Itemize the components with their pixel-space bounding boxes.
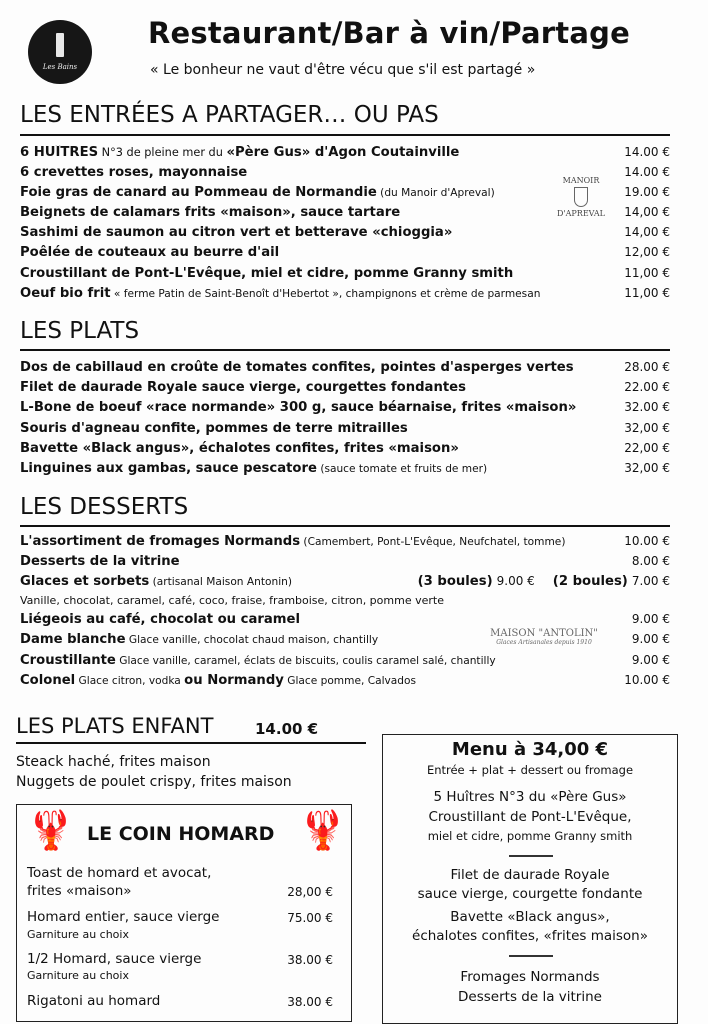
price: 32,00 € [624, 461, 670, 475]
menu-line: Croustillant de Pont-L'Evêque, [428, 809, 632, 825]
lobster-icon: 🦞 [299, 808, 347, 852]
price: 11,00 € [624, 286, 670, 300]
kids-item: Nuggets de poulet crispy, frites maison [16, 774, 292, 790]
price: 14,00 € [624, 225, 670, 239]
menu-item: 6 HUÎTRES N°3 de pleine mer du «Père Gus» d'Agon Coutainville 14.00 € [20, 145, 670, 160]
logo [28, 20, 92, 84]
price: 7.00 € [631, 574, 670, 588]
homard-box [16, 804, 352, 1022]
menu-item-glaces: Glaces et sorbets (artisanal Maison Antonin) (3 boules) 9.00 € (2 boules) 7.00 € [20, 574, 670, 589]
menu-item: Dos de cabillaud en croûte de tomates confites, pointes d'asperges vertes 28.00 € [20, 360, 670, 375]
menu-line: miel et cidre, pomme Granny smith [427, 829, 633, 843]
price: 38.00 € [287, 995, 333, 1009]
menu-line: sauce vierge, courgette fondante [417, 886, 643, 902]
divider [20, 349, 670, 351]
page-subtitle: « Le bonheur ne vaut d'être vécu que s'il est partagé » [150, 62, 536, 78]
menu-item: Linguines aux gambas, sauce pescatore (sauce tomate et fruits de mer) 32,00 € [20, 461, 670, 476]
menu-item: L-Bone de boeuf «race normande» 300 g, sauce béarnaise, frites «maison» 32.00 € [20, 400, 670, 415]
menu-item: Beignets de calamars frits «maison», sauce tartare 14,00 € [20, 205, 670, 220]
kids-item: Steack haché, frites maison [16, 754, 211, 770]
tower-icon [56, 33, 64, 57]
menu-item: Foie gras de canard au Pommeau de Normandie (du Manoir d'Apreval) 19.00 € [20, 185, 670, 200]
homard-item-name: Homard entier, sauce vierge [27, 909, 220, 925]
separator [509, 955, 553, 957]
price: 75.00 € [287, 911, 333, 925]
menu-item: Liégeois au café, chocolat ou caramel 9.00 € [20, 612, 670, 627]
price: 14.00 € [624, 145, 670, 159]
homard-item-name: Rigatoni au homard [27, 993, 161, 1009]
price: 12,00 € [624, 245, 670, 259]
menu-line: 5 Huîtres N°3 du «Père Gus» [433, 789, 627, 805]
menu-item: Dame blanche Glace vanille, chocolat chaud maison, chantilly 9.00 € [20, 632, 670, 647]
menu-item: 6 crevettes roses, mayonnaise 14.00 € [20, 165, 670, 180]
menu-item: Sashimi de saumon au citron vert et betterave «chioggia» 14,00 € [20, 225, 670, 240]
homard-item-name: 1/2 Homard, sauce vierge [27, 951, 202, 967]
menu-line: Filet de daurade Royale [450, 867, 610, 883]
menu-line: Desserts de la vitrine [458, 989, 602, 1005]
price: 10.00 € [624, 534, 670, 548]
menu-title: Menu à 34,00 € [451, 739, 609, 760]
price: 8.00 € [631, 554, 670, 568]
divider [16, 742, 366, 744]
section-title-desserts: LES DESSERTS [20, 494, 189, 520]
section-title-homard: LE COIN HOMARD [87, 823, 275, 845]
menu-line: Bavette «Black angus», [450, 909, 610, 925]
price: 28.00 € [624, 360, 670, 374]
price: 10.00 € [624, 673, 670, 687]
section-title-entrees: LES ENTRÉES A PARTAGER… OU PAS [20, 102, 439, 128]
menu-item: Filet de daurade Royale sauce vierge, courgettes fondantes 22.00 € [20, 380, 670, 395]
manoir-apreval-logo: MANOIR D'APREVAL [557, 176, 605, 218]
menu-box [382, 734, 678, 1024]
price: 9.00 € [631, 612, 670, 626]
section-title-kids: LES PLATS ENFANT [16, 714, 214, 738]
price: 28,00 € [287, 885, 333, 899]
menu-item: Bavette «Black angus», échalotes confites, frites «maison» 22,00 € [20, 441, 670, 456]
menu-item: L'assortiment de fromages Normands (Camembert, Pont-L'Evêque, Neufchatel, tomme) 10.00 € [20, 534, 670, 549]
menu-line: échalotes confites, «frites maison» [412, 928, 648, 944]
menu-item: Oeuf bio frit « ferme Patin de Saint-Benoît d'Hebertot », champignons et crème de parmesan 11,00 € [20, 286, 670, 301]
menu-item: Croustillante Glace vanille, caramel, éclats de biscuits, coulis caramel salé, chantilly 9.00 € [20, 653, 670, 668]
crest-icon [574, 187, 588, 207]
divider [20, 134, 670, 136]
page-title: Restaurant/Bar à vin/Partage [148, 16, 630, 50]
price: 19.00 € [624, 185, 670, 199]
price: 32,00 € [624, 421, 670, 435]
separator [509, 855, 553, 857]
price: 14,00 € [624, 205, 670, 219]
price: 9.00 € [631, 632, 670, 646]
price: 11,00 € [624, 266, 670, 280]
kids-price: 14.00 € [255, 720, 319, 738]
maison-antolin-logo: MAISON "ANTOLIN" Glaces Artisanales depuis 1910 [490, 628, 598, 646]
homard-item-sub: Garniture au choix [27, 969, 129, 982]
price: 22,00 € [624, 441, 670, 455]
price: 22.00 € [624, 380, 670, 394]
homard-item-sub: Garniture au choix [27, 928, 129, 941]
glaces-flavors: Vanille, chocolat, caramel, café, coco, fraise, framboise, citron, pomme verte [20, 594, 444, 607]
menu-subtitle: Entrée + plat + dessert ou fromage [426, 763, 634, 777]
menu-item: Poêlée de couteaux au beurre d'ail 12,00 € [20, 245, 670, 260]
price: 14.00 € [624, 165, 670, 179]
price: 9.00 € [631, 653, 670, 667]
menu-item: Croustillant de Pont-L'Evêque, miel et cidre, pomme Granny smith 11,00 € [20, 266, 670, 281]
menu-item: Desserts de la vitrine 8.00 € [20, 554, 670, 569]
menu-item: Colonel Glace citron, vodka ou Normandy Glace pomme, Calvados 10.00 € [20, 673, 670, 688]
price: 38.00 € [287, 953, 333, 967]
homard-item-name-line2: frites «maison» [27, 883, 132, 899]
price: 32.00 € [624, 400, 670, 414]
logo-text: Les Bains [42, 63, 78, 71]
lobster-icon: 🦞 [27, 808, 75, 852]
section-title-plats: LES PLATS [20, 318, 140, 344]
menu-line: Fromages Normands [460, 969, 600, 985]
divider [20, 525, 670, 527]
homard-item-name: Toast de homard et avocat, [27, 865, 212, 881]
menu-item: Souris d'agneau confite, pommes de terre mitrailles 32,00 € [20, 421, 670, 436]
